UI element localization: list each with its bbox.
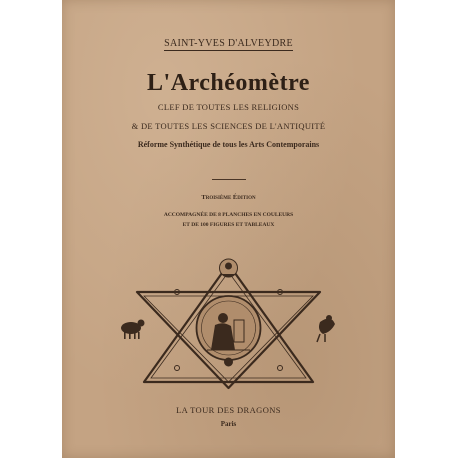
publisher-city: Paris bbox=[220, 420, 237, 428]
subtitle-line-1: CLEF DE TOUTES LES RELIGIONS bbox=[157, 102, 300, 112]
subtitle-line-2: & DE TOUTES LES SCIENCES DE L'ANTIQUITÉ bbox=[131, 121, 326, 131]
edition-detail-2: ET DE 100 FIGURES ET TABLEAUX bbox=[182, 222, 275, 228]
author-name: SAINT-YVES D'ALVEYDRE bbox=[164, 38, 293, 49]
book-title: L'Archéomètre bbox=[147, 70, 310, 96]
divider bbox=[212, 179, 246, 180]
publisher-name: LA TOUR DES DRAGONS bbox=[176, 405, 281, 415]
lamb-icon bbox=[121, 320, 145, 340]
book-cover bbox=[62, 0, 395, 458]
reform-line: Réforme Synthétique de tous les Arts Contemporains bbox=[137, 140, 320, 149]
hexagram-emblem-icon bbox=[117, 250, 340, 395]
edition-label: Troisième Édition bbox=[201, 194, 256, 201]
top-figure bbox=[220, 259, 238, 277]
dragon-icon bbox=[317, 315, 335, 342]
author-line bbox=[62, 38, 395, 51]
edition-detail-1: ACCOMPAGNÉE DE 8 PLANCHES EN COULEURS bbox=[163, 212, 294, 218]
